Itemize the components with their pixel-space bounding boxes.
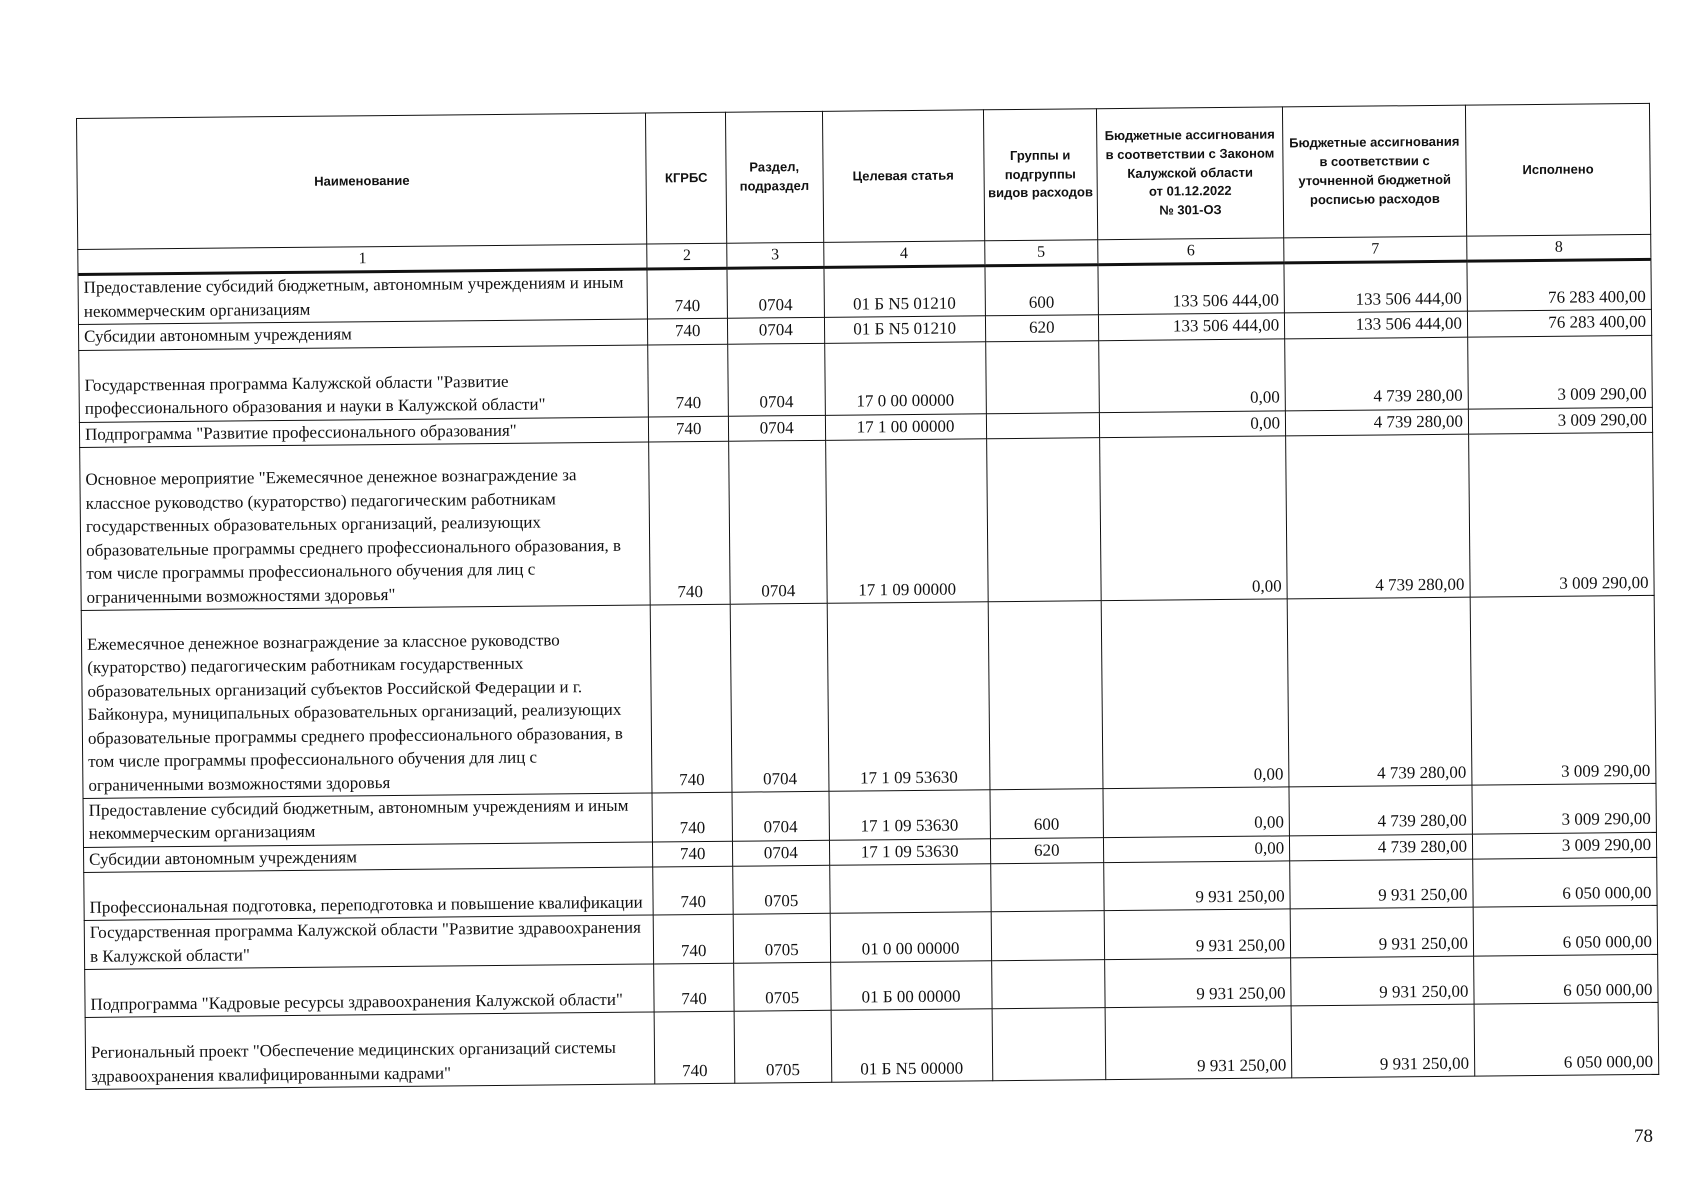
row-executed: 3 009 290,00 xyxy=(1472,832,1656,859)
row-kgrbs: 740 xyxy=(655,1011,735,1084)
table-row xyxy=(85,1003,1659,1090)
row-executed: 6 050 000,00 xyxy=(1474,1003,1659,1077)
row-law: 0,00 xyxy=(1099,338,1286,412)
table-body xyxy=(78,260,1659,1090)
row-executed: 76 283 400,00 xyxy=(1467,309,1651,336)
column-number: 4 xyxy=(823,241,984,268)
header-refined: Бюджетные ассигнования в соответствии с уточненной бюджетной росписью расходов xyxy=(1283,105,1467,238)
row-group xyxy=(986,412,1100,439)
row-law: 0,00 xyxy=(1103,787,1290,838)
table-header xyxy=(77,103,1651,274)
row-refined: 4 739 280,00 xyxy=(1285,409,1468,436)
row-refined: 4 739 280,00 xyxy=(1287,597,1472,787)
row-section: 0704 xyxy=(732,840,829,866)
row-target: 17 1 09 53630 xyxy=(829,790,990,840)
row-name: Подпрограмма "Кадровые ресурсы здравоохранения Калужской области" xyxy=(85,964,655,1017)
row-name: Региональный проект "Обеспечение медицинских организаций системы здравоохранения квалифицированными кадрами" xyxy=(85,1012,655,1089)
row-refined: 133 506 444,00 xyxy=(1285,311,1468,338)
column-number: 7 xyxy=(1284,236,1467,263)
row-section: 0704 xyxy=(732,791,829,841)
column-number: 6 xyxy=(1098,238,1284,265)
row-law: 0,00 xyxy=(1101,599,1289,789)
row-executed: 76 283 400,00 xyxy=(1467,260,1652,312)
row-section: 0704 xyxy=(727,343,825,416)
row-law: 0,00 xyxy=(1100,436,1288,601)
row-group xyxy=(990,863,1104,912)
row-section: 0704 xyxy=(727,268,824,319)
column-number: 1 xyxy=(78,244,648,275)
row-name: Предоставление субсидий бюджетным, автономным учреждениям и иным некоммерческим организациям xyxy=(78,269,648,324)
row-target xyxy=(829,864,990,914)
header-name: Наименование xyxy=(77,113,648,249)
row-section: 0705 xyxy=(732,866,829,915)
row-section: 0704 xyxy=(728,440,826,604)
row-section: 0705 xyxy=(733,914,830,964)
table-row xyxy=(81,595,1656,798)
header-law-line3: № 301-ОЗ xyxy=(1159,202,1222,218)
header-law-line2: от 01.12.2022 xyxy=(1148,183,1232,200)
row-name: Субсидии автономным учреждениям xyxy=(84,842,654,873)
row-group xyxy=(986,438,1101,602)
row-name: Подпрограмма "Развитие профессионального образования" xyxy=(79,417,649,448)
header-section: Раздел, подраздел xyxy=(725,111,823,243)
row-target: 17 0 00 00000 xyxy=(824,341,985,415)
row-group xyxy=(988,601,1103,790)
row-kgrbs: 740 xyxy=(654,963,734,1012)
row-kgrbs: 740 xyxy=(652,792,732,842)
row-executed: 3 009 290,00 xyxy=(1468,335,1653,409)
row-refined: 9 931 250,00 xyxy=(1291,1004,1475,1078)
row-kgrbs: 740 xyxy=(653,867,733,916)
row-kgrbs: 740 xyxy=(648,318,728,344)
row-refined: 4 739 280,00 xyxy=(1290,834,1473,861)
column-number: 3 xyxy=(727,242,824,268)
row-refined: 133 506 444,00 xyxy=(1284,261,1467,313)
row-refined: 9 931 250,00 xyxy=(1290,859,1473,909)
column-number: 5 xyxy=(984,240,1098,266)
row-section: 0704 xyxy=(727,317,824,343)
row-group: 620 xyxy=(990,838,1104,865)
row-executed: 6 050 000,00 xyxy=(1473,906,1657,957)
header-executed: Исполнено xyxy=(1465,103,1650,236)
row-group: 620 xyxy=(985,315,1099,342)
table-row xyxy=(80,432,1654,610)
row-target: 01 Б N5 01210 xyxy=(824,266,985,317)
row-law: 9 931 250,00 xyxy=(1105,958,1292,1008)
row-refined: 9 931 250,00 xyxy=(1291,956,1474,1006)
row-refined: 4 739 280,00 xyxy=(1285,337,1469,411)
row-name: Государственная программа Калужской области "Развитие профессионального образования и науки в Калужской области" xyxy=(79,345,649,422)
header-law xyxy=(1096,107,1283,240)
row-law: 0,00 xyxy=(1099,410,1285,437)
header-target: Целевая статья xyxy=(822,110,984,243)
row-kgrbs: 740 xyxy=(653,841,733,867)
row-kgrbs: 740 xyxy=(651,604,732,793)
row-executed: 3 009 290,00 xyxy=(1469,432,1655,597)
row-group xyxy=(985,340,1099,413)
row-refined: 4 739 280,00 xyxy=(1286,434,1470,599)
row-kgrbs: 740 xyxy=(654,915,734,965)
row-kgrbs: 740 xyxy=(649,441,730,605)
row-group xyxy=(991,960,1105,1009)
row-section: 0705 xyxy=(733,963,830,1012)
row-law: 9 931 250,00 xyxy=(1104,861,1291,911)
row-target: 17 1 09 00000 xyxy=(825,439,987,604)
row-refined: 9 931 250,00 xyxy=(1290,907,1473,958)
row-target: 17 1 09 53630 xyxy=(827,602,990,792)
row-executed: 3 009 290,00 xyxy=(1470,595,1656,785)
row-section: 0704 xyxy=(730,603,829,792)
row-kgrbs: 740 xyxy=(648,344,728,417)
budget-table xyxy=(76,103,1659,1090)
header-row xyxy=(77,103,1651,249)
row-law: 133 506 444,00 xyxy=(1098,263,1285,315)
document-sheet xyxy=(76,103,1660,1154)
row-group xyxy=(991,911,1105,961)
row-target: 01 0 00 00000 xyxy=(830,912,991,962)
row-target: 01 Б N5 01210 xyxy=(824,316,985,343)
row-section: 0704 xyxy=(728,415,825,441)
column-number: 8 xyxy=(1467,234,1651,261)
row-kgrbs: 740 xyxy=(649,416,729,442)
row-executed: 3 009 290,00 xyxy=(1472,783,1656,834)
row-group xyxy=(992,1008,1106,1081)
row-group: 600 xyxy=(984,265,1098,316)
row-name: Профессиональная подготовка, переподготовка и повышение квалификации xyxy=(84,867,654,920)
row-target: 01 Б N5 00000 xyxy=(831,1009,992,1083)
row-name: Субсидии автономным учреждениям xyxy=(78,319,648,350)
row-law: 0,00 xyxy=(1103,836,1289,863)
row-law: 133 506 444,00 xyxy=(1098,313,1284,340)
header-law-line1: Бюджетные ассигнования в соответствии с Законом Калужской области xyxy=(1104,126,1275,181)
header-kgrbs: КГРБС xyxy=(646,112,727,244)
row-section: 0705 xyxy=(734,1011,832,1084)
column-number: 2 xyxy=(647,243,727,269)
row-name: Основное мероприятие "Ежемесячное денежное вознаграждение за классное руководство (кураторство) педагогическим работникам государственных образовательных организаций, реализующих образовательные программы среднего профессионального образования, в том числе программы профессионального обучения для лиц с ограниченными возможностями здоровья" xyxy=(80,442,651,610)
row-executed: 3 009 290,00 xyxy=(1468,407,1652,434)
row-executed: 6 050 000,00 xyxy=(1474,955,1658,1005)
row-executed: 6 050 000,00 xyxy=(1473,858,1657,908)
row-group: 600 xyxy=(990,789,1104,839)
row-law: 9 931 250,00 xyxy=(1105,1006,1292,1080)
page-number: 78 xyxy=(1634,1126,1653,1147)
row-target: 17 1 09 53630 xyxy=(829,839,990,866)
row-law: 9 931 250,00 xyxy=(1104,909,1291,960)
row-name: Государственная программа Калужской области "Развитие здравоохранения в Калужской области" xyxy=(84,915,654,969)
row-name: Предоставление субсидий бюджетным, автономным учреждениям и иным некоммерческим организациям xyxy=(83,793,653,847)
row-kgrbs: 740 xyxy=(647,268,727,319)
row-name: Ежемесячное денежное вознаграждение за классное руководство (кураторство) педагогическим работникам государственных образовательных организаций субъектов Российской Федерации и г. Байконура, муниципальных образовательных организаций, реализующих образовательные программы среднего профессионального образования, в том числе программы профессионального обучения для лиц с ограниченными возможностями здоровья xyxy=(81,605,652,798)
row-refined: 4 739 280,00 xyxy=(1289,785,1472,836)
row-target: 01 Б 00 00000 xyxy=(830,961,991,1011)
row-target: 17 1 00 00000 xyxy=(825,413,986,440)
header-groups: Группы и подгруппы видов расходов xyxy=(983,109,1098,241)
